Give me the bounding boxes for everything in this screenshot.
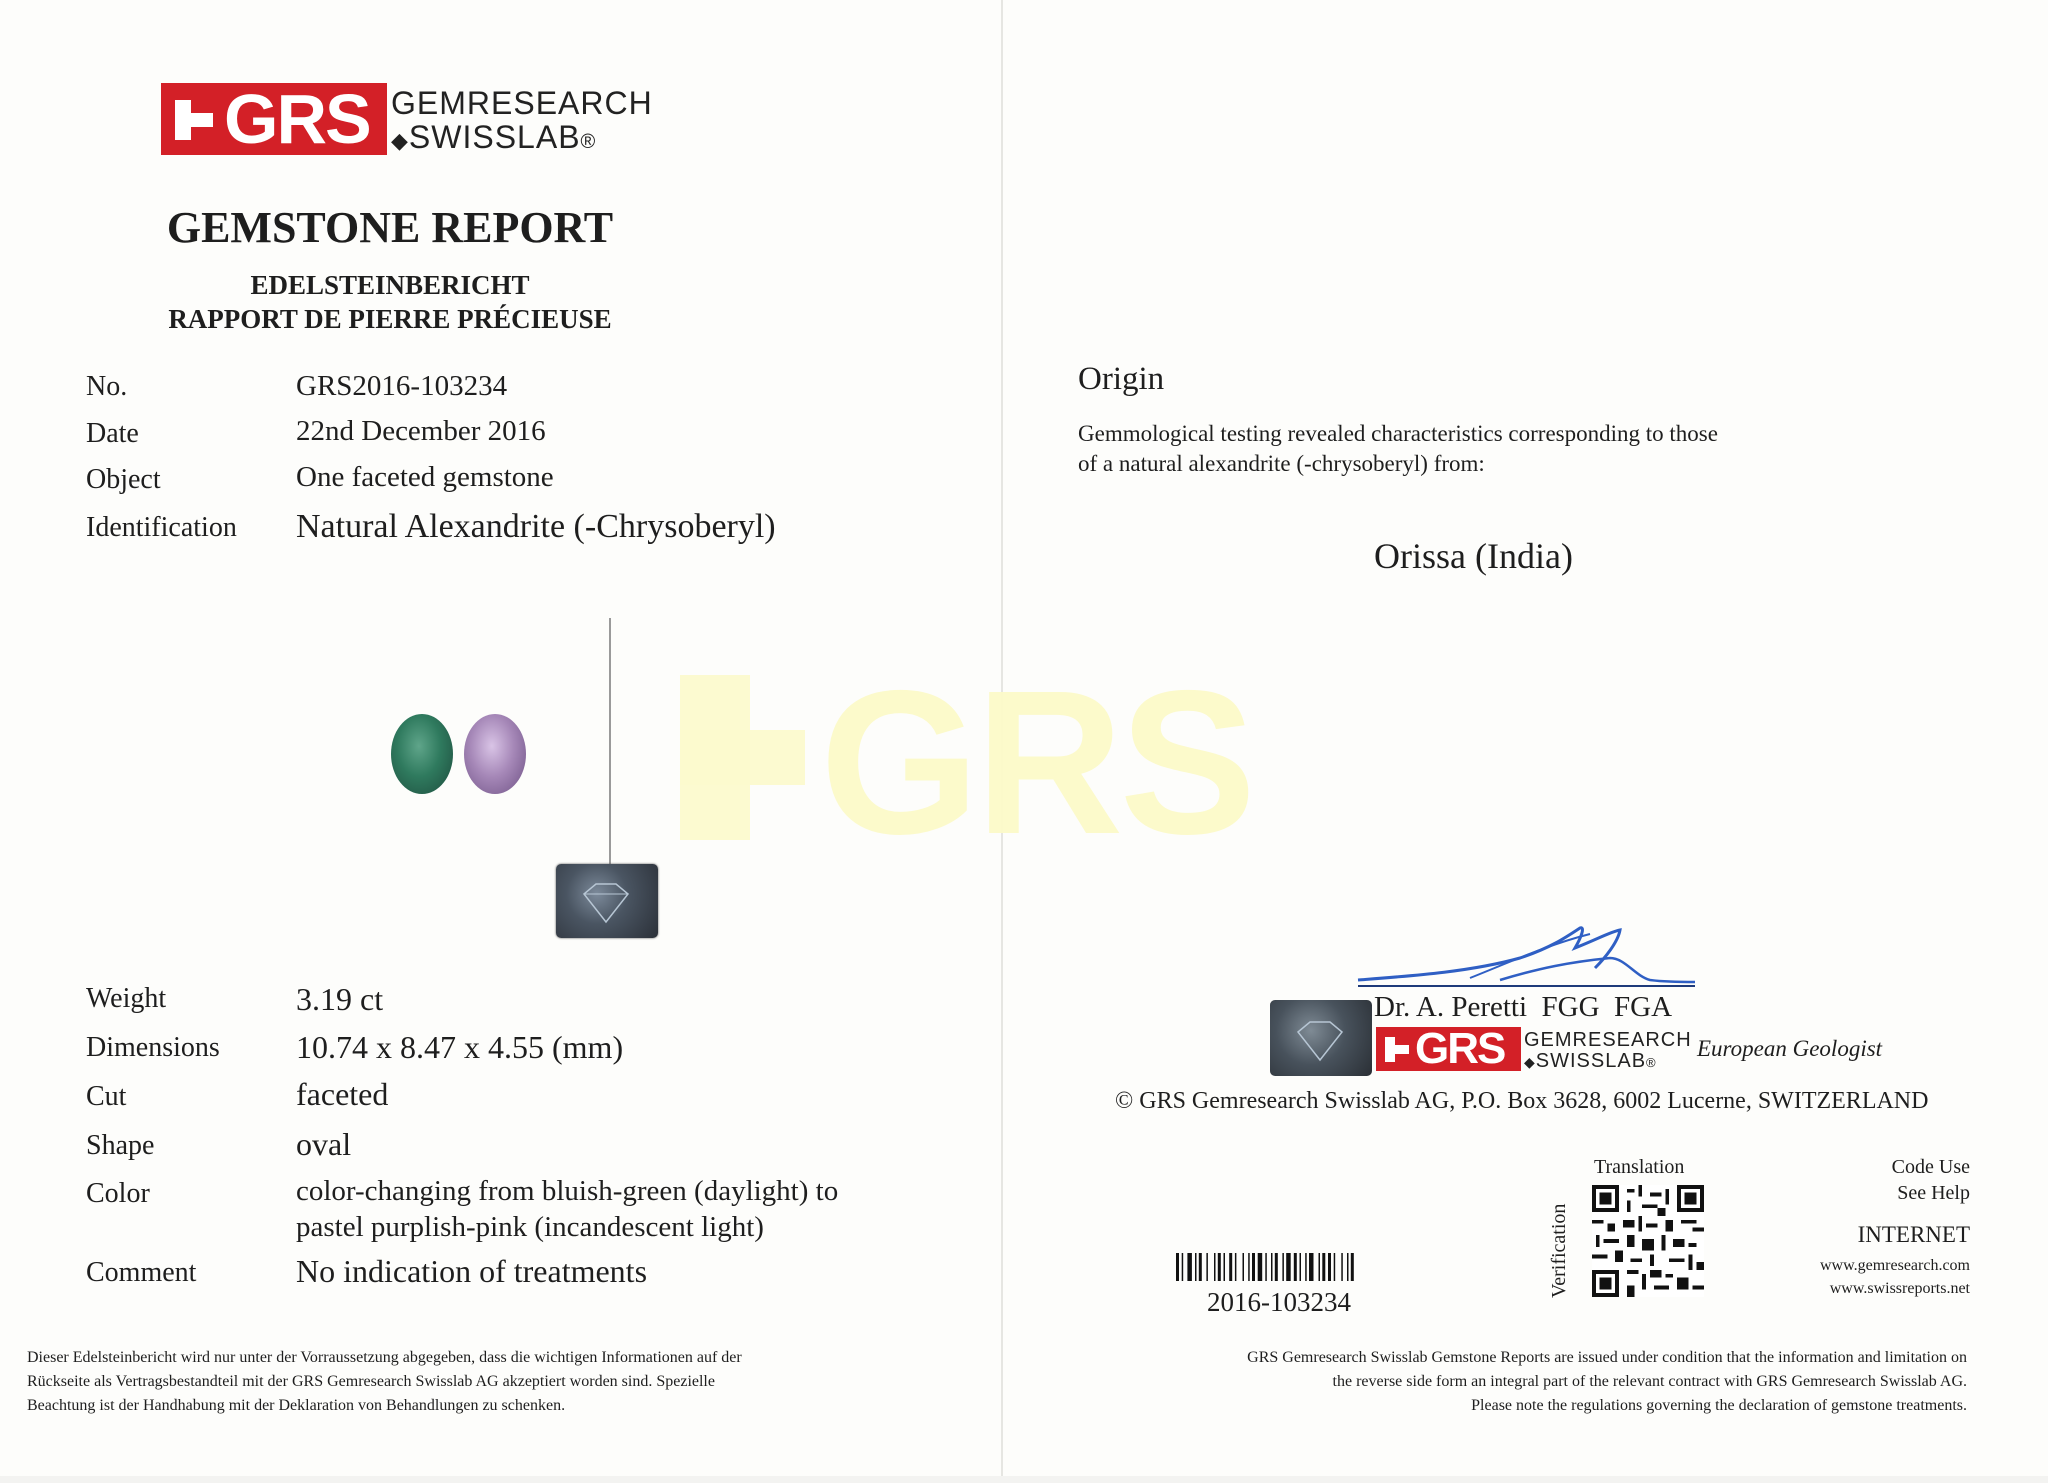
dimensions-value: 10.74 x 8.47 x 4.55 (mm): [296, 1029, 624, 1065]
hologram-seal-small: [1270, 1000, 1372, 1076]
stone-incandescent-image: [464, 714, 526, 794]
code-use-label: Code Use See Help: [1891, 1156, 1970, 1204]
date-label: Date: [86, 418, 139, 449]
date-value: 22nd December 2016: [296, 415, 546, 447]
translation-label: Translation: [1594, 1156, 1685, 1178]
shape-label: Shape: [86, 1130, 155, 1161]
grs-logo: GRS: [161, 83, 387, 155]
copyright: © GRS Gemresearch Swisslab AG, P.O. Box 3628, 6002 Lucerne, SWITZERLAND: [1115, 1088, 1929, 1114]
signatory-name: Dr. A. Peretti FGG FGA: [1374, 991, 1673, 1023]
signatory-title: European Geologist: [1697, 1036, 1883, 1061]
report-subtitle-de: EDELSTEINBERICHT: [250, 270, 530, 300]
divider-line: [609, 618, 611, 864]
signature: [1350, 918, 1700, 990]
weight-label: Weight: [86, 983, 167, 1014]
comment-value: No indication of treatments: [296, 1253, 648, 1289]
disclaimer-de: Dieser Edelsteinbericht wird nur unter der Vorraussetzung abgegeben, dass die wichtigen Informationen auf der Rückseite als Vertragsbestandteil mit der GRS Gemresearch Swisslab AG akzeptiert worden sind. Spezielle Beachtung ist der Handhabung mit der Deklaration von Behandlungen zu schenken.: [27, 1349, 742, 1414]
no-label: No.: [86, 371, 128, 402]
color-label: Color: [86, 1178, 150, 1209]
no-value: GRS2016-103234: [296, 370, 508, 402]
diamond-icon: ◆: [1524, 1054, 1536, 1070]
color-value-line1: color-changing from bluish-green (daylight) to: [296, 1175, 839, 1207]
weight-value: 3.19 ct: [296, 981, 384, 1017]
report-title: GEMSTONE REPORT: [166, 203, 614, 252]
cut-value: faceted: [296, 1076, 389, 1112]
cut-label: Cut: [86, 1081, 127, 1112]
shape-value: oval: [296, 1126, 352, 1162]
url-list: [1760, 1254, 1970, 1300]
origin-text: Gemmological testing revealed characteristics corresponding to those of a natural alexandrite (-chrysoberyl) from:: [1078, 421, 1718, 476]
report-subtitle-fr: RAPPORT DE PIERRE PRÉCIEUSE: [168, 304, 612, 334]
color-value-line2: pastel purplish-pink (incandescent light): [296, 1211, 764, 1243]
grs-watermark: GRS: [680, 665, 1320, 865]
diamond-icon: ◆: [391, 128, 409, 153]
logo-wordmark: GEMRESEARCH ◆SWISSLAB®: [391, 85, 653, 155]
origin-location: Orissa (India): [1374, 536, 1573, 576]
dimensions-label: Dimensions: [86, 1032, 220, 1063]
url-swissreports[interactable]: www.swissreports.net: [1829, 1280, 1970, 1297]
logo-wordmark-small: GEMRESEARCH ◆SWISSLAB®: [1524, 1029, 1692, 1072]
comment-label: Comment: [86, 1257, 197, 1288]
url-gemresearch[interactable]: www.gemresearch.com: [1819, 1257, 1970, 1274]
barcode-number: 2016-103234: [1207, 1287, 1351, 1317]
hologram-seal: [556, 864, 658, 938]
identification-value: Natural Alexandrite (-Chrysoberyl): [296, 508, 776, 545]
barcode: [1176, 1253, 1404, 1281]
qr-code[interactable]: [1592, 1183, 1704, 1299]
object-value: One faceted gemstone: [296, 461, 554, 493]
identification-label: Identification: [86, 512, 237, 543]
origin-heading: Origin: [1078, 361, 1165, 397]
grs-logo-small: GRS: [1376, 1027, 1521, 1071]
object-label: Object: [86, 464, 161, 495]
disclaimer-en: GRS Gemresearch Swisslab Gemstone Reports are issued under condition that the information and limitation on the reverse side form an integral part of the relevant contract with GRS Gemresearch Swisslab AG. Please note the regulations governing the declaration of gemstone treatments.: [1247, 1349, 1967, 1414]
verification-label: Verification: [1548, 1203, 1570, 1298]
stone-daylight-image: [391, 714, 453, 794]
internet-label: INTERNET: [1857, 1222, 1970, 1247]
